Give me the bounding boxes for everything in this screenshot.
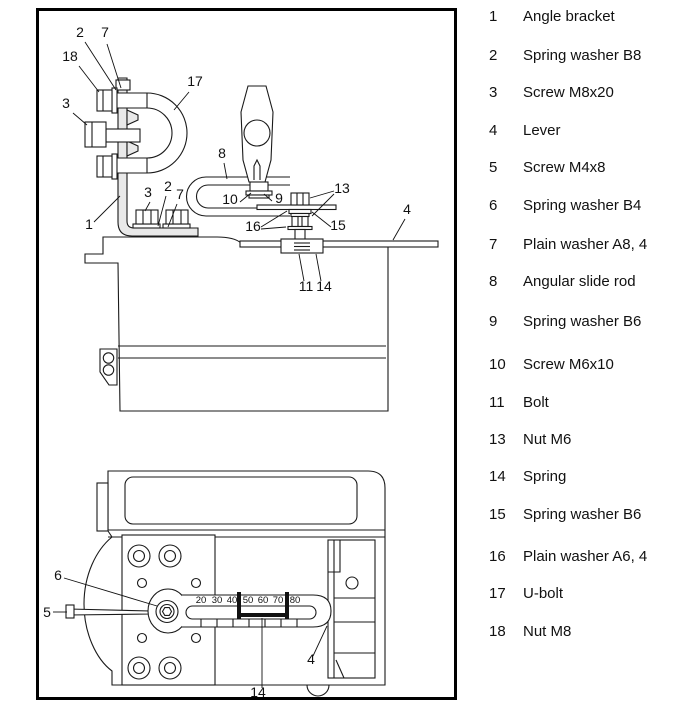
part-number: 11	[489, 394, 505, 411]
callout-6: 6	[54, 567, 62, 583]
nut-m8	[97, 156, 112, 177]
callout-16: 16	[245, 218, 261, 234]
callout-10: 10	[222, 191, 238, 207]
part-name: Spring washer B6	[523, 313, 642, 330]
foot	[307, 685, 329, 696]
scale-20: 20	[195, 595, 207, 606]
callout-3: 3	[144, 184, 152, 200]
part-name: Spring washer B8	[523, 47, 642, 64]
part-row-14	[489, 468, 566, 485]
callout-11: 11	[298, 278, 314, 294]
part-number: 10	[489, 356, 506, 373]
callout-7: 7	[101, 24, 109, 40]
part-row-1	[489, 8, 615, 25]
part-name: Spring washer B6	[523, 506, 642, 523]
nut-m6-top	[291, 193, 309, 205]
part-row-15	[489, 506, 641, 523]
bracket-pad	[127, 141, 138, 156]
nut-m8	[97, 90, 112, 111]
scale-slot	[186, 606, 316, 619]
screw-m4-head	[66, 605, 74, 618]
top-recess	[125, 477, 357, 524]
callout-3: 3	[62, 95, 70, 111]
callout-14: 14	[316, 278, 332, 294]
part-row-13	[489, 431, 571, 448]
part-row-3	[489, 84, 614, 101]
part-row-10	[489, 356, 614, 373]
part-number: 4	[489, 122, 498, 139]
part-row-2	[489, 47, 641, 64]
part-row-7	[489, 236, 647, 253]
right-panel	[328, 540, 375, 678]
lever-bar	[240, 241, 438, 247]
part-name: Screw M8x20	[523, 84, 614, 101]
callout-15: 15	[330, 217, 346, 233]
part-row-6	[489, 197, 641, 214]
washer-a8	[112, 154, 117, 179]
part-name: Lever	[523, 122, 561, 139]
scale-30: 30	[211, 595, 223, 606]
part-row-4	[489, 122, 561, 139]
part-number: 18	[489, 623, 506, 640]
screw-m8-head	[85, 122, 106, 147]
part-number: 3	[489, 84, 498, 101]
spring-washer-b6	[289, 210, 311, 214]
part-row-17	[489, 585, 563, 602]
plate-bolt	[128, 545, 150, 567]
screw-m6-head	[250, 182, 268, 191]
lug-hole	[103, 365, 113, 375]
part-number: 1	[489, 8, 498, 25]
callout-4: 4	[307, 651, 315, 667]
screw-m8-shank	[106, 129, 140, 142]
callout-9: 9	[275, 190, 283, 206]
bracket-pad	[127, 110, 138, 125]
scale-50: 50	[242, 595, 254, 606]
part-name: Plain washer A8, 4	[523, 236, 648, 253]
range-marker-bridge	[237, 613, 289, 617]
part-name: Spring washer B4	[523, 197, 642, 214]
callout-4: 4	[403, 201, 411, 217]
callout-1: 1	[85, 216, 93, 232]
nut-m6-lower	[292, 217, 308, 227]
part-name: Spring	[523, 468, 567, 485]
plate-bolt	[159, 657, 181, 679]
part-name: Bolt	[523, 394, 549, 411]
callout-5: 5	[43, 604, 51, 620]
part-name: Nut M8	[523, 623, 572, 640]
pivot-screw	[156, 601, 178, 623]
parts-list	[489, 0, 695, 706]
flange-washer	[133, 224, 160, 228]
cross-rod	[257, 205, 336, 210]
scale-80: 80	[289, 595, 301, 606]
plate-bolt	[159, 545, 181, 567]
bottom-view-drawing	[66, 471, 385, 696]
part-row-5	[489, 159, 606, 176]
part-row-18	[489, 623, 571, 640]
part-name: Plain washer A6, 4	[523, 548, 648, 565]
part-number: 5	[489, 159, 498, 176]
callout-2: 2	[76, 24, 84, 40]
part-row-16	[489, 548, 647, 565]
callout-14: 14	[250, 684, 266, 700]
part-name: U-bolt	[523, 585, 564, 602]
part-row-9	[489, 313, 641, 330]
part-number: 6	[489, 197, 498, 214]
top-view-drawing	[85, 78, 438, 411]
plate-bolt	[128, 657, 150, 679]
left-tab	[97, 483, 108, 531]
part-name: Nut M6	[523, 431, 572, 448]
flange-washer	[163, 224, 190, 228]
part-number: 7	[489, 236, 498, 253]
part-row-8	[489, 273, 636, 290]
machine-body-side	[85, 237, 388, 411]
scale-40: 40	[226, 595, 238, 606]
part-number: 17	[489, 585, 506, 602]
scale-70: 70	[272, 595, 284, 606]
flange-screw-head	[166, 210, 188, 224]
part-number: 15	[489, 506, 506, 523]
callout-18: 18	[62, 48, 78, 64]
bracket-top-pad	[116, 80, 130, 90]
part-number: 9	[489, 313, 498, 330]
part-number: 8	[489, 273, 498, 290]
callout-13: 13	[334, 180, 350, 196]
scale-60: 60	[257, 595, 269, 606]
part-number: 14	[489, 468, 506, 485]
part-number: 13	[489, 431, 506, 448]
flange-screw-head	[136, 210, 158, 224]
callout-8: 8	[218, 145, 226, 161]
part-name: Screw M6x10	[523, 356, 614, 373]
part-name: Angular slide rod	[523, 273, 636, 290]
washer-a8	[112, 88, 117, 113]
part-number: 2	[489, 47, 498, 64]
lever-hole	[244, 120, 270, 146]
callout-2: 2	[164, 178, 172, 194]
callout-7: 7	[176, 186, 184, 202]
part-name: Angle bracket	[523, 8, 615, 25]
callout-17: 17	[187, 73, 203, 89]
part-number: 16	[489, 548, 506, 565]
part-name: Screw M4x8	[523, 159, 606, 176]
part-row-11	[489, 394, 549, 411]
lug-hole	[103, 353, 113, 363]
